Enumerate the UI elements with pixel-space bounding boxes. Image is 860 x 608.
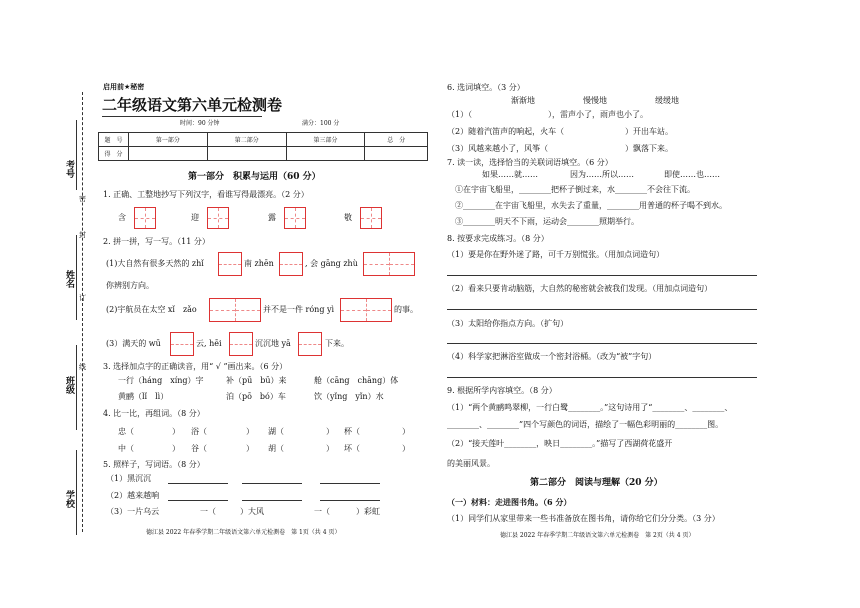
- q2-line1b: 南 zhēn: [244, 259, 274, 268]
- footer-page2: 德江县 2022 年春季学期二年级语文第六单元检测卷 第 2页（共 4 页）: [500, 532, 695, 539]
- class-label: 班级: [64, 376, 74, 394]
- q5-line2: （2）越来越响: [106, 491, 160, 500]
- q4-title: 4. 比一比，再组词。（8 分）: [103, 409, 205, 418]
- q7-line2: ②________在宇宙飞船里，水失去了重量，________用普通的杯子喝不到水。: [455, 201, 727, 210]
- q5-line3e: ）彩虹: [356, 507, 380, 516]
- q6-line2b: ）开出车站。: [625, 127, 673, 136]
- secret-mark: 启用前★秘密: [103, 83, 145, 91]
- part2-heading: 第二部分 阅读与理解（20 分）: [530, 478, 663, 488]
- score-table-header: 总 分: [365, 133, 428, 147]
- q2-title: 2. 拼一拼，写一写。（11 分）: [103, 237, 210, 246]
- seal-xian: 线: [79, 363, 86, 371]
- reading1-question: （1）同学们从家里带来一些书准备放在图书角，请你给它们分分类。（3 分）: [447, 514, 720, 523]
- pinyin-grid[interactable]: [209, 298, 261, 322]
- q4-item: 胡（: [268, 444, 284, 453]
- q5-line3d: 一（: [314, 507, 330, 516]
- q4-item: ）: [246, 427, 254, 436]
- q5-line1: （1）黑沉沉: [106, 474, 152, 483]
- score-table-header: 第二部分: [207, 133, 286, 147]
- exam-number-label: 考号: [64, 160, 74, 178]
- q7-option: 如果……就……: [482, 170, 538, 179]
- q8-sentence1: （1）要是你在野外迷了路，可千万别慌张。（用加点词造句）: [447, 250, 665, 259]
- q4-item: ）: [172, 427, 180, 436]
- q4-item: 杯（: [344, 427, 360, 436]
- q2-line2c: 的事。: [394, 305, 418, 314]
- pinyin-grid[interactable]: [218, 252, 242, 276]
- answer-blank[interactable]: [242, 483, 302, 484]
- footer-page1: 德江县 2022 年春季学期二年级语文第六单元检测卷 第 1页（共 4 页）: [146, 529, 341, 536]
- pinyin-grid[interactable]: [340, 298, 392, 322]
- q3-option[interactable]: 一行（háng xíng）字: [118, 376, 204, 385]
- q4-item: ）: [402, 444, 410, 453]
- pinyin-grid[interactable]: [298, 332, 322, 356]
- q6-word: 缓缓地: [655, 96, 679, 105]
- q4-item: ）: [326, 444, 334, 453]
- exam-number-blank[interactable]: [76, 120, 77, 190]
- q6-word: 渐渐地: [511, 96, 535, 105]
- q3-option[interactable]: 黄鹂（lǐ lì）: [118, 392, 169, 401]
- seal-mi: 密: [79, 195, 86, 203]
- pinyin-grid[interactable]: [229, 332, 253, 356]
- part1-heading: 第一部分 积累与运用（60 分）: [188, 172, 321, 182]
- full-score: 满分：100 分: [302, 120, 340, 127]
- binding-dashed-line: [82, 92, 83, 532]
- q6-title: 6. 选词填空。（3 分）: [447, 83, 525, 92]
- q8-sentence4: （4）科学家把淋浴室做成一个密封浴桶。（改为“被”字句）: [447, 352, 657, 361]
- answer-blank[interactable]: [320, 483, 380, 484]
- answer-line[interactable]: [447, 275, 757, 276]
- q4-item: 谷（: [191, 444, 207, 453]
- q6-word: 慢慢地: [583, 96, 607, 105]
- page-title: 二年级语文第六单元检测卷: [102, 96, 283, 114]
- q4-item: 湖（: [268, 427, 284, 436]
- q2-line1c: , 会 gāng zhù: [305, 259, 358, 268]
- tianzige-box[interactable]: [360, 207, 382, 229]
- q1-char: 露: [268, 213, 276, 222]
- seal-ding: 订: [79, 294, 86, 302]
- score-cell[interactable]: [286, 147, 365, 161]
- q1-title: 1. 正确、工整地抄写下列汉字，看谁写得最漂亮。（2 分）: [103, 190, 309, 199]
- name-blank[interactable]: [76, 235, 77, 320]
- q5-line3c: ）大风: [240, 507, 264, 516]
- q4-item: ）: [326, 427, 334, 436]
- answer-blank[interactable]: [168, 483, 228, 484]
- score-table-header: 第一部分: [129, 133, 208, 147]
- q9-line3: （2）“接天莲叶________，映日________。”描写了西湖荷花盛开: [447, 439, 673, 448]
- q9-line4: 的美丽风景。: [447, 459, 495, 468]
- q4-item: ）: [246, 444, 254, 453]
- seal-feng: 封: [79, 231, 86, 239]
- q6-line1a: （1）（: [447, 110, 473, 119]
- q4-item: ）: [172, 444, 180, 453]
- q4-item: 忠（: [118, 427, 134, 436]
- q3-option[interactable]: 泊（pō bó）车: [226, 392, 286, 401]
- q3-option[interactable]: 补（pū bū）来: [226, 376, 287, 385]
- class-blank[interactable]: [76, 345, 77, 430]
- q7-line1: ①在宇宙飞船里，________把杯子倒过来，水________不会往下流。: [455, 185, 695, 194]
- q6-line1b: ），雷声小了，雨声也小了。: [548, 110, 648, 119]
- q1-char: 迎: [191, 213, 199, 222]
- answer-blank[interactable]: [242, 500, 302, 501]
- score-table-header: 题 号: [99, 133, 129, 147]
- pinyin-grid[interactable]: [363, 252, 415, 276]
- q6-line2a: （2）随着汽笛声的响起，火车（: [447, 127, 565, 136]
- q4-item: 坏（: [344, 444, 360, 453]
- score-cell[interactable]: [129, 147, 208, 161]
- q4-item: 浴（: [191, 427, 207, 436]
- q8-sentence2: （2）看来只要肯动脑筋，大自然的秘密就会被我们发现。（用加点词造句）: [447, 284, 713, 293]
- q1-char: 敬: [344, 213, 352, 222]
- tianzige-box[interactable]: [207, 207, 229, 229]
- school-blank[interactable]: [76, 450, 77, 535]
- reading1-title: （一）材料：走进图书角。（6 分）: [447, 497, 572, 507]
- q7-option: 即使……也……: [664, 170, 720, 179]
- answer-blank[interactable]: [168, 500, 228, 501]
- pinyin-grid[interactable]: [170, 332, 194, 356]
- q2-line1d: 你辨别方向。: [106, 281, 154, 290]
- score-table-header: 第三部分: [286, 133, 365, 147]
- title-underline: [102, 116, 262, 117]
- tianzige-box[interactable]: [134, 207, 156, 229]
- q2-line2b: 并不是一件 róng yì: [263, 305, 335, 314]
- q4-item: 中（: [118, 444, 134, 453]
- score-cell[interactable]: [365, 147, 428, 161]
- answer-blank[interactable]: [320, 500, 380, 501]
- answer-line[interactable]: [447, 343, 757, 344]
- q2-line3b: 云, hēi: [196, 339, 222, 348]
- q2-line3c: 沉沉地 yā: [255, 339, 291, 348]
- q3-option[interactable]: 舱（cāng chāng）体: [314, 376, 399, 385]
- q9-line2: ________、________”四个写颜色的词语，描绘了一幅色彩明丽的________图。: [447, 420, 724, 429]
- q2-line3d: 下来。: [325, 339, 349, 348]
- q7-title: 7. 读一读，选择恰当的关联词语填空。（6 分）: [447, 158, 613, 167]
- q5-line3a: （3）一片乌云: [106, 507, 160, 516]
- q9-title: 9. 根据所学内容填空。（8 分）: [447, 386, 557, 395]
- name-label: 姓名: [64, 270, 74, 288]
- q5-line3b: 一（: [200, 507, 216, 516]
- q2-line1a: (1)大自然有很多天然的 zhǐ: [106, 259, 204, 268]
- q3-title: 3. 选择加点字的正确读音，用“ √ ”画出来。（6 分）: [103, 362, 288, 371]
- q7-option: 因为……所以……: [570, 170, 634, 179]
- answer-line[interactable]: [447, 377, 757, 378]
- score-row-label: 得 分: [99, 147, 129, 161]
- q8-title: 8. 按要求完成练习。（8 分）: [447, 234, 549, 243]
- q6-line3a: （3）风越来越小了，风筝（: [447, 144, 549, 153]
- q8-sentence3: （3）太阳给你指点方向。（扩句）: [447, 319, 569, 328]
- answer-line[interactable]: [447, 309, 757, 310]
- q5-title: 5. 照样子，写词语。（8 分）: [103, 460, 205, 469]
- q2-line2a: (2)宇航员在太空 xǐ zǎo: [106, 305, 197, 314]
- exam-time: 时间：90 分钟: [180, 120, 220, 127]
- q7-line3: ③________明天不下雨，运动会________照期举行。: [455, 217, 639, 226]
- q4-item: ）: [402, 427, 410, 436]
- school-label: 学校: [64, 490, 74, 508]
- q1-char: 含: [118, 213, 126, 222]
- q9-line1: （1）“两个黄鹂鸣翠柳，一行白鹭________。”这句诗用了“________、________、: [447, 403, 733, 412]
- tianzige-box[interactable]: [284, 207, 306, 229]
- pinyin-grid[interactable]: [279, 252, 303, 276]
- q3-option[interactable]: 饮（yǐng yǐn）水: [314, 392, 384, 401]
- score-cell[interactable]: [207, 147, 286, 161]
- q2-line3a: (3）满天的 wū: [106, 339, 161, 348]
- score-table: [98, 132, 428, 161]
- q6-line3b: ）飘落下来。: [625, 144, 673, 153]
